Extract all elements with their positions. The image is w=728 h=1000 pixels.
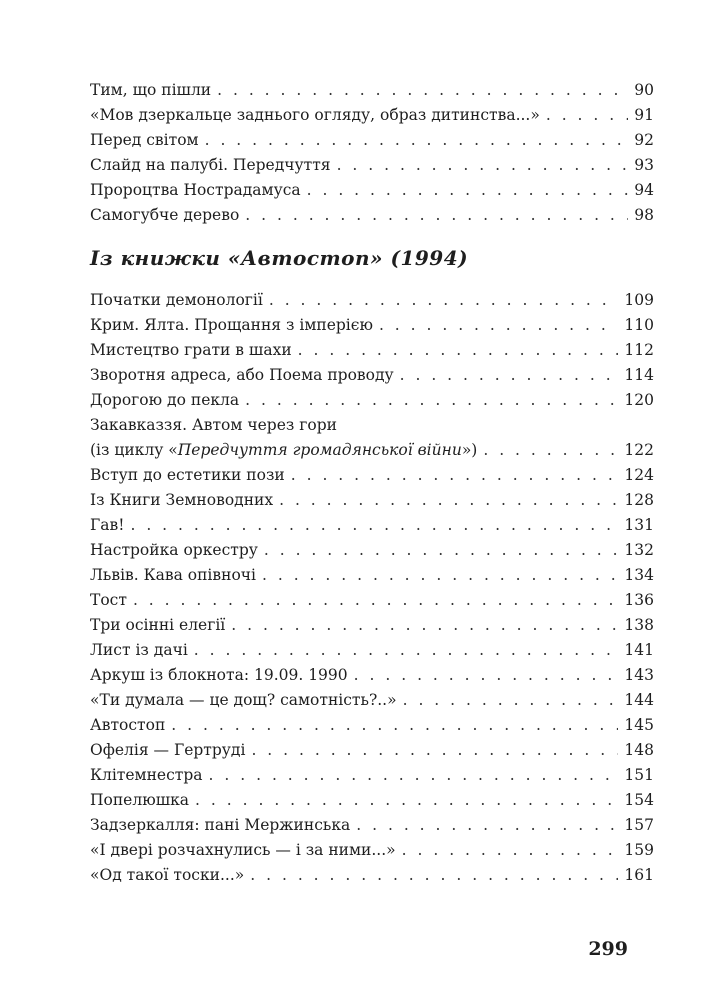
toc-entry-title: Перед світом: [90, 131, 199, 149]
toc-entry-page: 136: [624, 591, 654, 609]
toc-entry: [90, 563, 654, 587]
toc-entry-page: 141: [624, 641, 654, 659]
toc-entry: [90, 763, 654, 787]
toc-entry: [90, 388, 654, 412]
toc-entry: [90, 338, 654, 362]
toc-entry-title: Лист із дачі: [90, 641, 188, 659]
toc-entry: [90, 738, 654, 762]
dot-leader: [298, 338, 619, 362]
toc-entry-title: «Од такої тоски...»: [90, 866, 245, 884]
dot-leader: [483, 438, 618, 462]
toc-entry: [90, 663, 654, 687]
dot-leader: [546, 103, 628, 127]
toc-entry: [90, 538, 654, 562]
toc-entry: [90, 78, 654, 102]
toc-entry: [90, 638, 654, 662]
toc-entry-page: 122: [624, 441, 654, 459]
toc-entry-page: 161: [624, 866, 654, 884]
toc-entry-page: 131: [624, 516, 654, 534]
toc-entry-title: Тост: [90, 591, 127, 609]
toc-entry: [90, 813, 654, 837]
toc-entry-title: Вступ до естетики пози: [90, 466, 285, 484]
dot-leader: [245, 203, 628, 227]
dot-leader: [251, 738, 618, 762]
toc-entry-title: «Ти думала — це дощ? самотність?..»: [90, 691, 397, 709]
toc-entry: [90, 103, 654, 127]
toc-entry-title: Мистецтво грати в шахи: [90, 341, 292, 359]
toc-entry-page: 157: [624, 816, 654, 834]
dot-leader: [269, 288, 619, 312]
toc-entry-title: Пророцтва Нострадамуса: [90, 181, 301, 199]
subtitle-prefix: (із циклу «: [90, 441, 178, 459]
dot-leader: [337, 153, 629, 177]
dot-leader: [356, 813, 618, 837]
toc-entry-page: 112: [624, 341, 654, 359]
toc-entry: [90, 313, 654, 337]
dot-leader: [307, 178, 629, 202]
toc-entry-title: Клітемнестра: [90, 766, 203, 784]
toc-entry: [90, 613, 654, 637]
dot-leader: [250, 863, 618, 887]
toc-entry-page: 109: [624, 291, 654, 309]
toc-entry-page: 132: [624, 541, 654, 559]
toc-entry-page: 120: [624, 391, 654, 409]
toc-entry-page: 110: [624, 316, 654, 334]
dot-leader: [354, 663, 619, 687]
toc-entry-page: 128: [624, 491, 654, 509]
toc-entry-page: 134: [624, 566, 654, 584]
toc-entry: [90, 153, 654, 177]
toc-entry-page: 124: [624, 466, 654, 484]
toc-entry: [90, 788, 654, 812]
toc-entry: [90, 128, 654, 152]
toc-entry-title: Офелія — Гертруді: [90, 741, 246, 759]
dot-leader: [262, 563, 618, 587]
toc-entry-subtitle: [90, 438, 477, 462]
dot-leader: [245, 388, 618, 412]
page-number: 299: [588, 938, 628, 960]
toc-entry-title: Три осінні елегії: [90, 616, 226, 634]
toc-entry-title: Львів. Кава опівночі: [90, 566, 256, 584]
toc-entry-page: 114: [624, 366, 654, 384]
dot-leader: [133, 588, 618, 612]
toc-entry: [90, 488, 654, 512]
dot-leader: [130, 513, 618, 537]
toc-entry-page: 91: [634, 106, 654, 124]
toc-entry: [90, 688, 654, 712]
toc-entry-title: Задзеркалля: пані Мержинська: [90, 816, 351, 834]
dot-leader: [402, 838, 619, 862]
toc-entry-title: Аркуш із блокнота: 19.09. 1990: [90, 666, 348, 684]
dot-leader: [195, 788, 618, 812]
dot-leader: [379, 313, 618, 337]
toc-entry-page: 93: [634, 156, 654, 174]
toc-entry-page: 143: [624, 666, 654, 684]
toc-entry: [90, 203, 654, 227]
toc-entry-title: Крим. Ялта. Прощання з імперією: [90, 316, 373, 334]
toc-entry-title: «Мов дзеркальце заднього огляду, образ дитинства...»: [90, 106, 540, 124]
toc-entry: [90, 363, 654, 387]
toc-entry: [90, 178, 654, 202]
toc-entry: [90, 713, 654, 737]
dot-leader: [231, 613, 618, 637]
toc-entry-page: 148: [624, 741, 654, 759]
toc-entry: [90, 838, 654, 862]
dot-leader: [403, 688, 619, 712]
toc-entry-page: 98: [634, 206, 654, 224]
toc-entry-title: Дорогою до пекла: [90, 391, 240, 409]
dot-leader: [209, 763, 619, 787]
dot-leader: [264, 538, 619, 562]
toc-entry-page: 138: [624, 616, 654, 634]
subtitle-suffix: »): [461, 441, 478, 459]
toc-entry: [90, 513, 654, 537]
toc-entry-title: Зворотня адреса, або Поема проводу: [90, 366, 394, 384]
toc-entry-title: Початки демонології: [90, 291, 263, 309]
section-heading: Із книжки «Автостоп» (1994): [90, 246, 469, 270]
toc-entry-title: Тим, що пішли: [90, 81, 212, 99]
toc-entry: [90, 588, 654, 612]
toc-entry-title: Слайд на палубі. Передчуття: [90, 156, 331, 174]
toc-entry-title: Попелюшка: [90, 791, 190, 809]
dot-leader: [205, 128, 629, 152]
toc-entry: [90, 863, 654, 887]
toc-entry-page: 92: [634, 131, 654, 149]
toc-entry-title: Автостоп: [90, 716, 166, 734]
dot-leader: [400, 363, 619, 387]
toc-entry-title: «І двері розчахнулись — і за ними...»: [90, 841, 396, 859]
toc-entry-title: Настройка оркестру: [90, 541, 258, 559]
dot-leader: [279, 488, 618, 512]
toc-entry-title: Гав!: [90, 516, 125, 534]
toc-entry-page: 144: [624, 691, 654, 709]
toc-entry: [90, 438, 654, 462]
dot-leader: [291, 463, 619, 487]
toc-entry-title: Із Книги Земноводних: [90, 491, 274, 509]
dot-leader: [194, 638, 619, 662]
dot-leader: [171, 713, 618, 737]
dot-leader: [217, 78, 628, 102]
toc-entry-page: 154: [624, 791, 654, 809]
toc-entry-page: 90: [634, 81, 654, 99]
toc-entry-page: 94: [634, 181, 654, 199]
toc-entry-title-line1: Закавказзя. Автом через гори: [90, 416, 337, 434]
toc-entry-page: 151: [624, 766, 654, 784]
subtitle-cycle-name: Передчуття громадянської війни: [177, 441, 462, 459]
toc-entry-page: 159: [624, 841, 654, 859]
toc-entry: [90, 463, 654, 487]
toc-entry-page: 145: [624, 716, 654, 734]
toc-entry: [90, 288, 654, 312]
toc-entry-title: Самогубче дерево: [90, 206, 240, 224]
